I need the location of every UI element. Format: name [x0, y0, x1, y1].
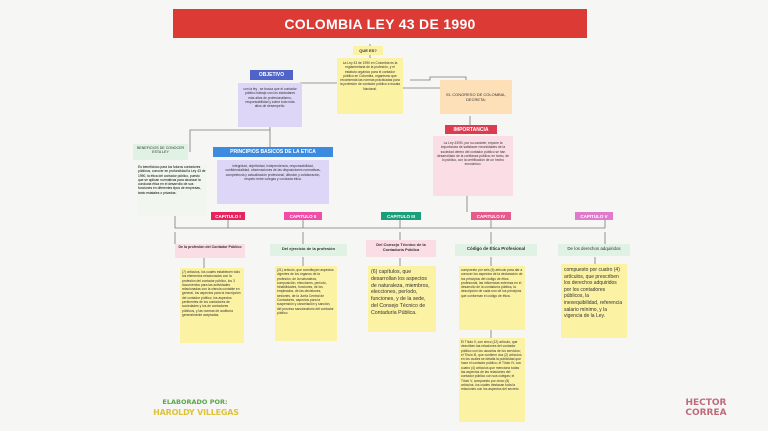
logo — [676, 398, 736, 426]
chapter-3-tag: CAPITULO III — [381, 212, 421, 220]
beneficios-label: BENEFICIOS DE CONOCER ESTA LEY — [133, 144, 188, 160]
chapter-5-text: compuesto por cuatro (4) artículos, que prescriben los derechos adquiridos por los contadores públicos, la inexequibilidad, referencia salario mínimo, y la vigencia de la Ley. — [561, 264, 627, 338]
chapter-3-text: (6) capítulos, que desarrollan los aspectos de naturaleza, miembros, elecciones, período, funciones, y de la sede, del Consejo Técnico de Contaduría Pública. — [368, 266, 436, 332]
que-es-text: La Ley 43 de 1990 en Colombia es la reglamentaria de la profesión, y el estatuto orgánico para el contador público en Colombia, organismo que recomienda las normas practicadas para la profesión de contador público a escala Nacional. — [337, 58, 403, 114]
importancia-label: IMPORTANCIA — [445, 125, 497, 134]
chapter-2-text: (21) artículo, que constituyen aspectos vigentes de los órganos de la profesión, de la naturaleza, composición, elecciones, período, inhabilidades, funciones, de los empleados, de las decisiones, sesiones, de la Junta Central de Contadores, aspectos para la suspensión y cancelación y sanción, del proceso sancionatorio del contador público. — [275, 266, 337, 341]
que-es-label: QUE ES? — [353, 46, 383, 55]
chapter-5-tag: CAPITULO V — [575, 212, 613, 220]
chapter-4-text-2: El Título II, con cinco (12) artículo, que describen las relaciones del contador público con los usuarios de los servicios; el Título III, que contiene dos (2) artículos en los cuales se detalla la publicidad que hace el contador público; el Título IV, con cuatro (4) artículos que menciona todas las aspectos de las relaciones del contador público con sus colegas; el Título V, compuesto por cinco (5) artículos, los cuales destacan toda la relaciones con los aspectos del secreto — [459, 338, 525, 422]
objetivo-label: OBJETIVO — [250, 70, 293, 80]
chapter-3-heading: Del Consejo Técnico de la Contaduría Pública — [366, 240, 436, 257]
author-name: HAROLDY VILLEGAS — [153, 408, 239, 417]
page-title: COLOMBIA LEY 43 DE 1990 — [173, 9, 587, 38]
elaborado-label: ELABORADO POR: — [162, 398, 228, 406]
logo-line-1: HECTOR — [685, 398, 727, 408]
logo-line-2: CORREA — [685, 408, 727, 418]
chapter-2-heading: Del ejercicio de la profesión — [270, 244, 347, 256]
chapter-4-text: compuesto por seis (6) artículo para dar a conocer los aspectos de la declaración de los principios del código de ética profesional, las influencias externas en el desarrollo de la contaduría pública, la descripción de cada uno de los principios que conforman el código de ética. — [459, 266, 525, 330]
congreso-box: EL CONGRESO DE COLOMBIA, DECRETA: — [440, 80, 512, 114]
chapter-2-tag: CAPITULO II — [284, 212, 322, 220]
beneficios-text: Es beneficioso para los futuros contadores públicos, conocer en profundidad la Ley 43 de 1990, la ética del contador público, puesto que se aplican normativas para alcanzar la conducta ética en el desarrollo de sus funciones en diferentes tipos de empresas, tanto estatales o privadas. — [137, 164, 207, 216]
objetivo-text: con la ley , se busca que el contador público trabaje con los estándares más altos de profesionalismo, responsabilidad y sobre todo más altos de desempeño. — [238, 83, 302, 127]
principios-label: PRINCIPIOS BASICOS DE LA ETICA — [213, 147, 333, 157]
chapter-4-heading: Código de Ética Profesional — [455, 244, 537, 256]
principios-text: integridad, objetividad, independencia, responsabilidad, confidencialidad, observaciones de las disposiciones normativas, competencia y actualización profesional, difusión y colaboración, respeto entre colegas y conducta ética. — [217, 160, 329, 204]
importancia-text: La Ley 43/90, por su carácter, expone la importancia de satisfacer necesidades de la sociedad dentro del contador público se han desarrollado de la confianza pública; en tanto, de lo público, con la certificación de un hecho económico. — [433, 136, 513, 196]
chapter-1-heading: De la profesión del Contador Público — [175, 244, 245, 258]
chapter-5-heading: De los derechos adquiridos — [558, 244, 630, 256]
chapter-1-text: (7) artículos, los cuales establecen todo los elementos relacionados con la profesión del contador público, los 3 documentos para las actividades relacionadas con la ciencia contable en general, los aspectos para la inscripción del contador público, los aspectos pertinentes de los contadores de sociedades y los de contadores públicos, y las normas de auditoría generalmente aceptadas. — [180, 268, 244, 343]
chapter-4-tag: CAPITULO IV — [471, 212, 511, 220]
chapter-1-tag: CAPITULO I — [211, 212, 245, 220]
